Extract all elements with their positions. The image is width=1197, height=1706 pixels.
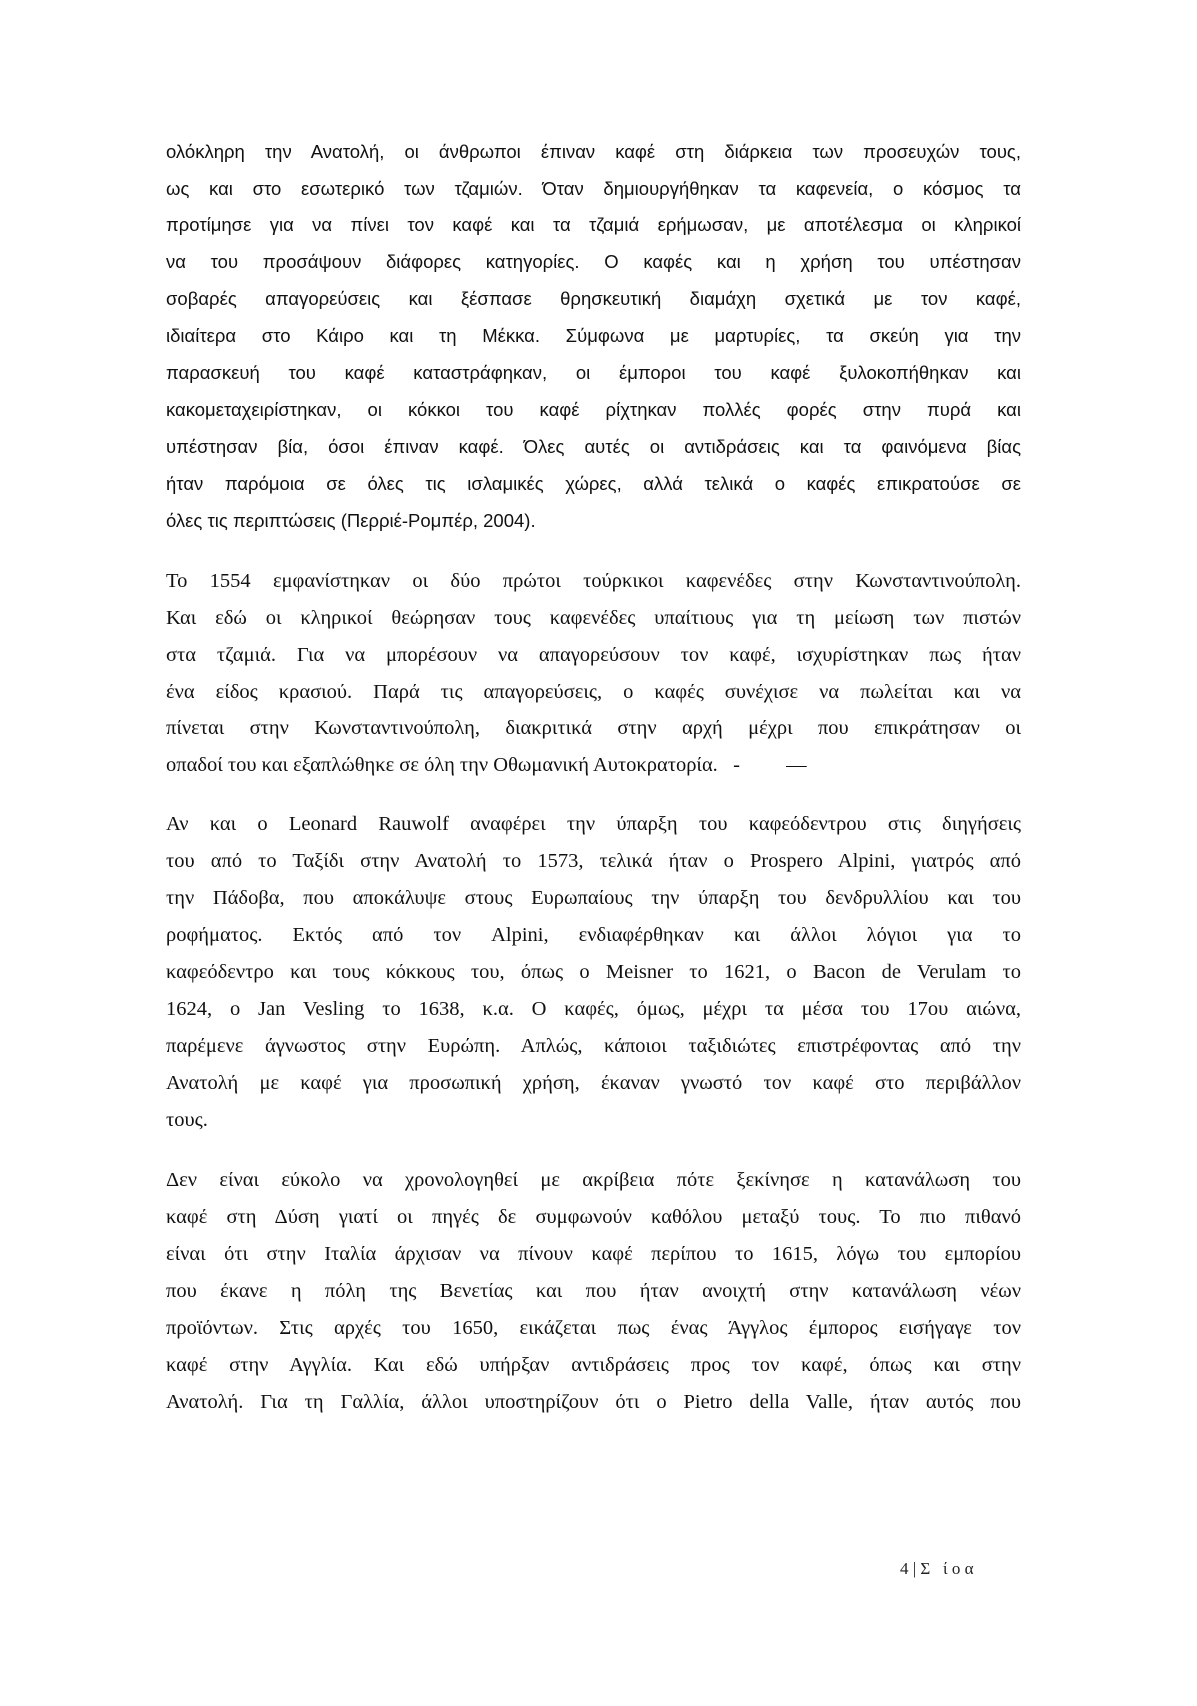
paragraph-2-line-1: Το 1554 εμφανίστηκαν οι δύο πρώτοι τούρκικοι καφενέδες στην Κωνσταντινούπολη. <box>166 570 1021 592</box>
paragraph-2-line-2: Και εδώ οι κληρικοί θεώρησαν τους καφενέδες υπαίτιους για τη μείωση των πιστών <box>166 607 1021 629</box>
paragraph-3-line-9: τους. <box>166 1109 208 1131</box>
paragraph-4-line-3: είναι ότι στην Ιταλία άρχισαν να πίνουν καφέ περίπου το 1615, λόγω του εμπορίου <box>166 1243 1021 1265</box>
paragraph-1-line-6: ιδιαίτερα στο Κάιρο και τη Μέκκα. Σύμφωνα με μαρτυρίες, τα σκεύη για την <box>166 325 1021 346</box>
paragraph-3-line-6: 1624, ο Jan Vesling το 1638, κ.α. Ο καφές, όμως, μέχρι τα μέσα του 17ου αιώνα, <box>166 998 1021 1020</box>
paragraph-1-line-1: ολόκληρη την Ανατολή, οι άνθρωποι έπιναν καφέ στη διάρκεια των προσευχών τους, <box>166 141 1021 162</box>
paragraph-3-line-3: την Πάδοβα, που αποκάλυψε στους Ευρωπαίους την ύπαρξη του δενδρυλλίου και του <box>166 887 1021 909</box>
paragraph-1-line-10: ήταν παρόμοια σε όλες τις ισλαμικές χώρες, αλλά τελικά ο καφές επικρατούσε σε <box>166 473 1021 494</box>
page-number-footer: 4 | Σ ί ο α <box>900 1559 974 1578</box>
paragraph-1-line-2: ως και στο εσωτερικό των τζαμιών. Όταν δημιουργήθηκαν τα καφενεία, ο κόσμος τα <box>166 178 1021 199</box>
paragraph-1-line-3: προτίμησε για να πίνει τον καφέ και τα τζαμιά ερήμωσαν, με αποτέλεσμα οι κληρικοί <box>166 214 1021 235</box>
paragraph-2-line-4: ένα είδος κρασιού. Παρά τις απαγορεύσεις, ο καφές συνέχισε να πωλείται και να <box>166 681 1021 703</box>
paragraph-4-line-1: Δεν είναι εύκολο να χρονολογηθεί με ακρίβεια πότε ξεκίνησε η κατανάλωση του <box>166 1169 1021 1191</box>
paragraph-1-line-5: σοβαρές απαγορεύσεις και ξέσπασε θρησκευτική διαμάχη σχετικά με τον καφέ, <box>166 288 1021 309</box>
paragraph-3-line-8: Ανατολή με καφέ για προσωπική χρήση, έκαναν γνωστό τον καφέ στο περιβάλλον <box>166 1072 1021 1094</box>
paragraph-3-line-7: παρέμενε άγνωστος στην Ευρώπη. Απλώς, κάποιοι ταξιδιώτες επιστρέφοντας από την <box>166 1035 1021 1057</box>
paragraph-3-line-5: καφεόδεντρο και τους κόκκους του, όπως ο Meisner το 1621, ο Bacon de Verulam το <box>166 961 1021 983</box>
paragraph-3-line-1: Αν και ο Leonard Rauwolf αναφέρει την ύπαρξη του καφεόδεντρου στις διηγήσεις <box>166 813 1021 835</box>
paragraph-1-line-4: να του προσάψουν διάφορες κατηγορίες. Ο καφές και η χρήση του υπέστησαν <box>166 251 1021 272</box>
paragraph-1-line-7: παρασκευή του καφέ καταστράφηκαν, οι έμποροι του καφέ ξυλοκοπήθηκαν και <box>166 362 1021 383</box>
paragraph-4-line-4: που έκανε η πόλη της Βενετίας και που ήταν ανοιχτή στην κατανάλωση νέων <box>166 1280 1021 1302</box>
paragraph-4-line-5: προϊόντων. Στις αρχές του 1650, εικάζεται πως ένας Άγγλος έμπορος εισήγαγε τον <box>166 1317 1021 1339</box>
paragraph-4-line-2: καφέ στη Δύση γιατί οι πηγές δε συμφωνούν καθόλου μεταξύ τους. Το πιο πιθανό <box>166 1206 1021 1228</box>
paragraph-3-line-2: του από το Ταξίδι στην Ανατολή το 1573, τελικά ήταν ο Prospero Alpini, γιατρός από <box>166 850 1021 872</box>
paragraph-1-line-8: κακομεταχειρίστηκαν, οι κόκκοι του καφέ ρίχτηκαν πολλές φορές στην πυρά και <box>166 399 1021 420</box>
paragraph-2-line-3: στα τζαμιά. Για να μπορέσουν να απαγορεύσουν τον καφέ, ισχυρίστηκαν πως ήταν <box>166 644 1021 666</box>
paragraph-4-line-7: Ανατολή. Για τη Γαλλία, άλλοι υποστηρίζουν ότι ο Pietro della Valle, ήταν αυτός που <box>166 1391 1021 1413</box>
paragraph-1-line-11: όλες τις περιπτώσεις (Περριέ-Ρομπέρ, 2004). <box>166 510 536 531</box>
paragraph-2-line-5: πίνεται στην Κωνσταντινούπολη, διακριτικά στην αρχή μέχρι που επικράτησαν οι <box>166 717 1021 739</box>
paragraph-1-line-9: υπέστησαν βία, όσοι έπιναν καφέ. Όλες αυτές οι αντιδράσεις και τα φαινόμενα βίας <box>166 436 1021 457</box>
paragraph-4-line-6: καφέ στην Αγγλία. Και εδώ υπήρξαν αντιδράσεις προς τον καφέ, όπως και στην <box>166 1354 1021 1376</box>
paragraph-2-line-6: οπαδοί του και εξαπλώθηκε σε όλη την Οθωμανική Αυτοκρατορία. - — <box>166 754 807 776</box>
paragraph-3-line-4: ροφήματος. Εκτός από τον Alpini, ενδιαφέρθηκαν και άλλοι λόγιοι για το <box>166 924 1021 946</box>
